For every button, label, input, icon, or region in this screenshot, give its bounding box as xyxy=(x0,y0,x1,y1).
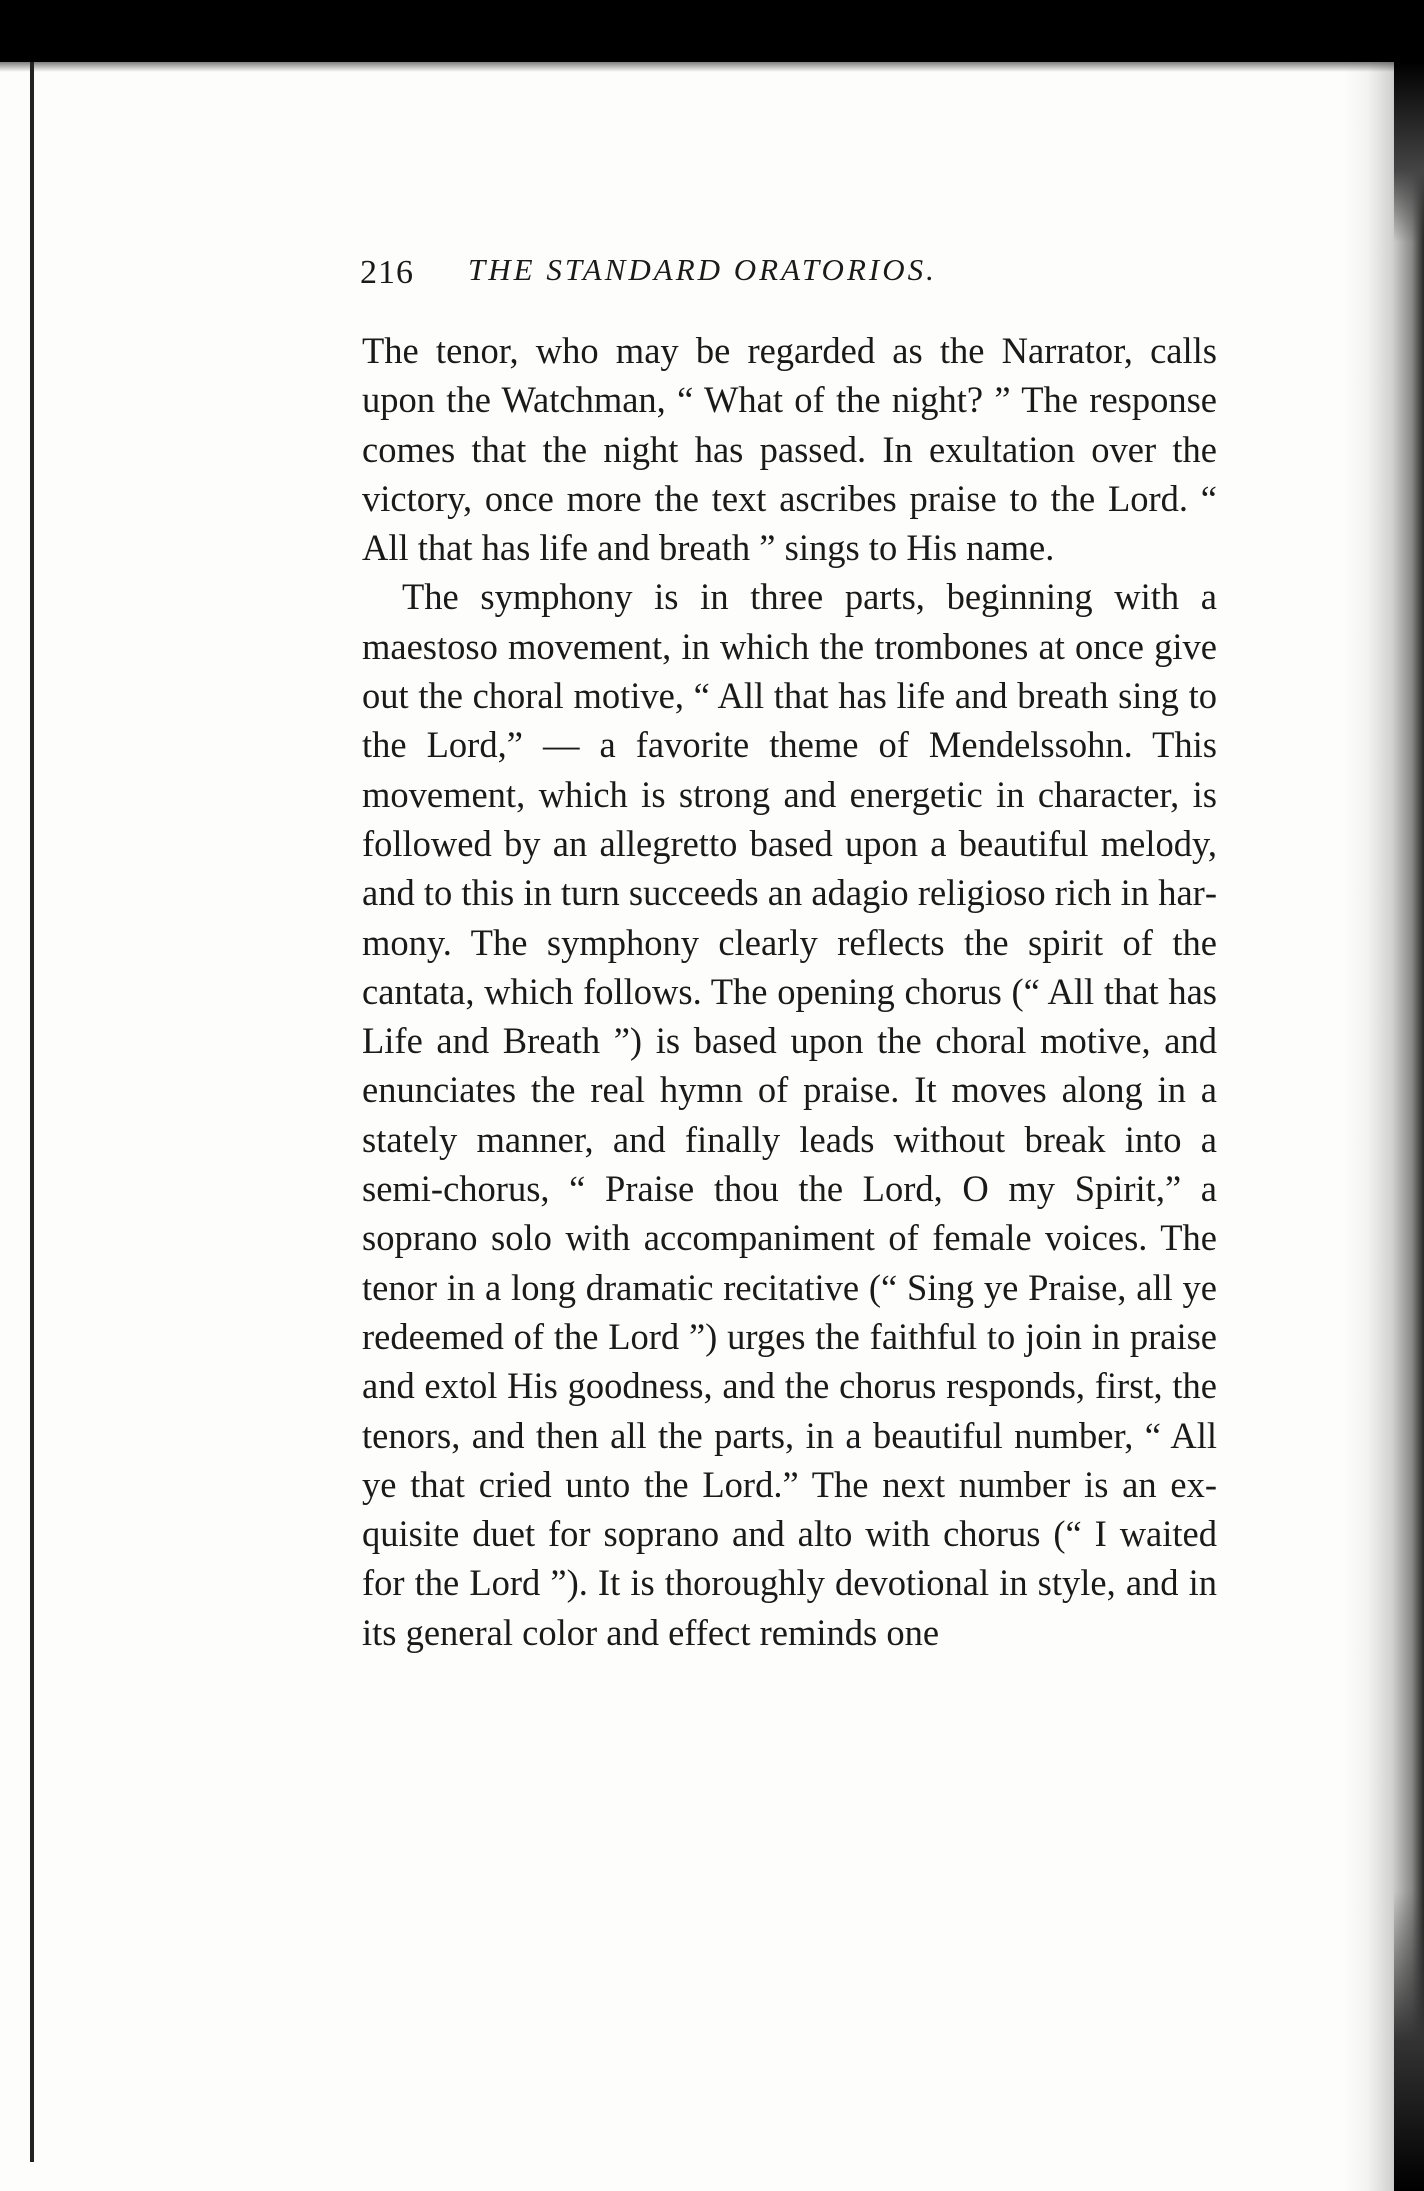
running-title: THE STANDARD ORATORIOS. xyxy=(468,252,937,287)
page-number: 216 xyxy=(360,254,414,291)
scan-top-edge xyxy=(0,0,1424,62)
page-header xyxy=(360,248,1220,308)
scan-left-edge xyxy=(30,62,34,2162)
paragraph-2: The symphony is in three parts, beginning with a maestoso movement, in which the trombones at once give out the choral motive, “ All that has life and breath sing to the Lord,” — a favorite theme of Mendelssohn. This movement, which is strong and energetic in character, is followed by an allegretto based upon a beautiful melody, and to this in turn succeeds an adagio religioso rich in harmony. The symphony clearly reflects the spirit of the cantata, which follows. The opening chorus (“ All that has Life and Breath ”) is based upon the choral motive, and enunciates the real hymn of praise. It moves along in a stately manner, and finally leads without break into a semi-chorus, “ Praise thou the Lord, O my Spirit,” a soprano solo with accompaniment of female voices. The tenor in a long dramatic recitative (“ Sing ye Praise, all ye redeemed of the Lord ”) urges the faithful to join in praise and extol His goodness, and the chorus responds, first, the tenors, and then all the parts, in a beautiful number, “ All ye that cried unto the Lord.” The next number is an exquisite duet for soprano and alto with chorus (“ I waited for the Lord ”). It is thoroughly devotional in style, and in its general color and effect reminds one xyxy=(362,576,1217,1653)
body-text xyxy=(362,326,1217,1657)
paragraph-1: The tenor, who may be regarded as the Narrator, calls upon the Watchman, “ What of the night? ” The response comes that the night has passed. In exultation over the victory, once more the text ascribes praise to the Lord. “ All that has life and breath ” sings to His name. xyxy=(362,330,1217,569)
scan-right-edge xyxy=(1344,62,1424,2191)
